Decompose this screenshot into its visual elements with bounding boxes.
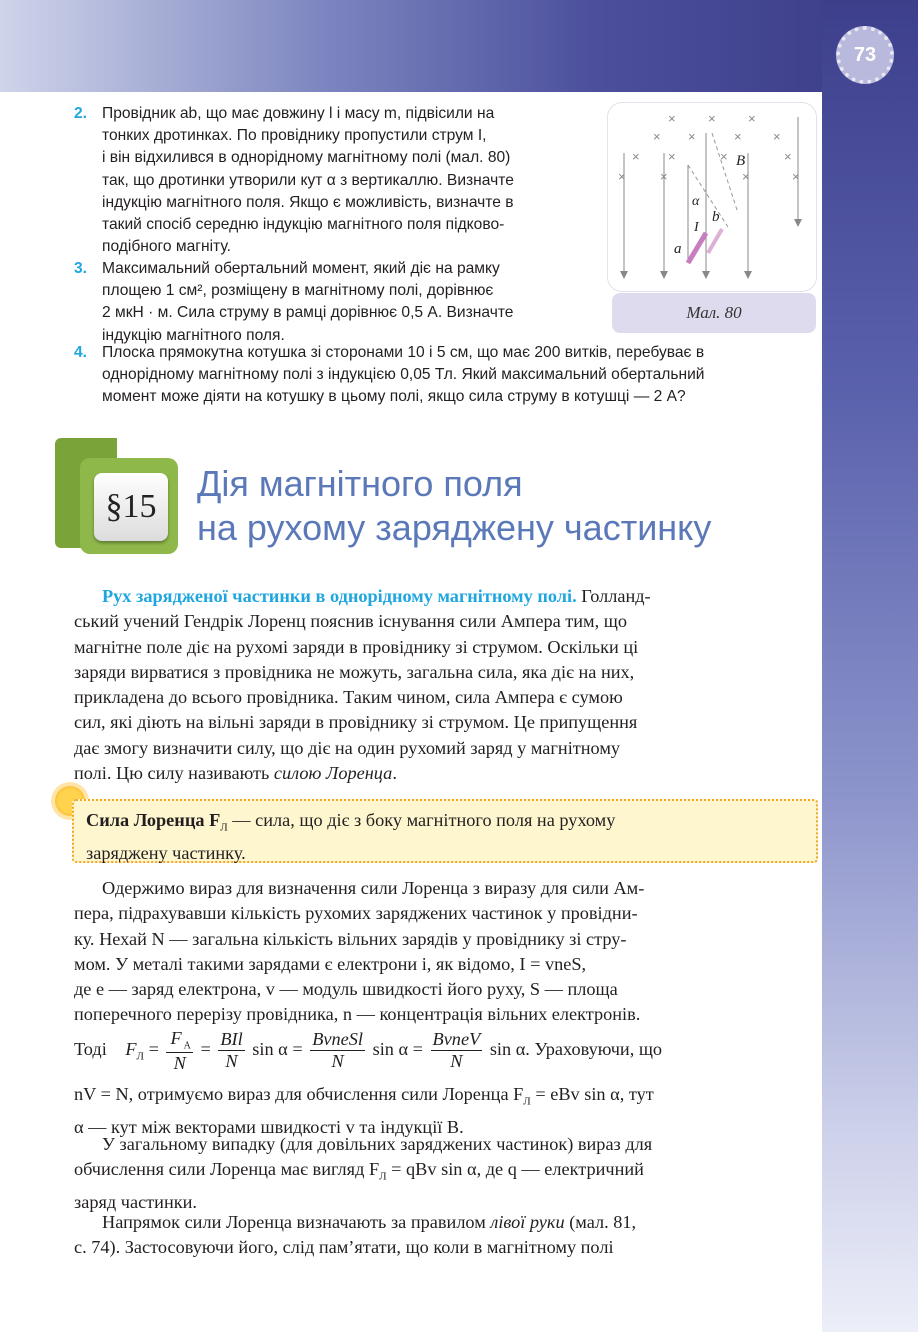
subscript: Л [220, 821, 228, 834]
section-title [197, 462, 711, 550]
denominator: N [450, 1051, 463, 1072]
svg-text:×: × [734, 129, 742, 144]
section-title-line: на рухому заряджену частинку [197, 507, 712, 548]
text-line: заряд частинки. [74, 1192, 197, 1213]
fraction [166, 1028, 192, 1074]
italic-term: силою Лоренца [273, 763, 393, 784]
subscript: Л [523, 1095, 531, 1108]
paragraph-lead: Рух зарядженої частинки в однорідному магнітному полі. [102, 586, 577, 606]
italic-term: лівої руки [490, 1212, 565, 1232]
fraction [218, 1029, 244, 1072]
text-line: α — кут між векторами швидкості v та індукції B. [74, 1116, 464, 1137]
fraction [431, 1029, 483, 1072]
equals: = [148, 1039, 159, 1060]
task-line: і він відхилився в однорідному магнітному полі (мал. 80) [102, 149, 511, 167]
svg-text:×: × [688, 129, 696, 144]
paragraph-direction [74, 1210, 816, 1261]
svg-text:×: × [748, 111, 756, 126]
task-line: індукцію магнітного поля. [102, 326, 285, 344]
page-number: 73 [853, 43, 877, 66]
text-line: мом. У металі такими зарядами є електрони і, як відомо, I = vneS, [74, 953, 587, 974]
header-background [0, 0, 918, 92]
denominator: N [173, 1052, 186, 1073]
definition-text [86, 808, 808, 866]
task-number: 4. [74, 344, 88, 361]
formula-tail: . Ураховуючи, що [525, 1039, 663, 1060]
magnetic-field-diagram [608, 103, 816, 291]
text-line: — сила, що діє з боку магнітного поля на рухому [227, 810, 616, 830]
task-line: подібного магніту. [102, 238, 231, 256]
side-background [822, 0, 918, 1332]
task-line: Провідник ab, що має довжину l і масу m, підвісили на [102, 105, 495, 122]
task-line: індукцію магнітного поля. Якщо є можливість, визначте в [102, 193, 514, 211]
task-line: такий спосіб середню індукцію магнітного поля підково- [102, 216, 505, 234]
text-line: ку. Нехай N — загальна кількість вільних зарядів у провіднику зі стру- [74, 928, 627, 949]
task-number: 3. [74, 260, 88, 277]
svg-text:×: × [720, 149, 728, 164]
section-title-line: Дія магнітного поля [197, 463, 523, 504]
denominator: N [225, 1051, 238, 1072]
equals: = [200, 1039, 211, 1060]
text-line: обчислення сили Лоренца має вигляд F [74, 1159, 380, 1180]
text-line: поперечного перерізу провідника, n — концентрація вільних електронів. [74, 1004, 641, 1025]
task-line: однорідному магнітному полі з індукцією 0,05 Тл. Який максимальний обертальний [102, 366, 705, 384]
svg-text:×: × [742, 169, 750, 184]
equals: = [412, 1039, 423, 1060]
text-line: сил, які діють на вільні заряди в провіднику зі струмом. Це припущення [74, 712, 638, 733]
text-line: = qBv sin α, де q — електричний [386, 1159, 644, 1180]
punctuation: . [392, 763, 397, 784]
text-line: пера, підрахувавши кількість рухомих заряджених частинок у провідни- [74, 903, 638, 924]
text-line: = eBv sin α, тут [530, 1084, 654, 1104]
svg-text:×: × [792, 169, 800, 184]
svg-text:×: × [653, 129, 661, 144]
task-line: площею 1 см², розміщену в магнітному полі, дорівнює [102, 282, 494, 300]
text-line: магнітне поле діє на рухомі заряди в провіднику зі струмом. Оскільки ці [74, 636, 639, 657]
subscript: Л [136, 1050, 145, 1063]
paragraph-intro [74, 584, 816, 786]
task-line: момент може діяти на котушку в цьому полі, якщо сила струму в котушці — 2 А? [102, 388, 686, 406]
sine-term: sin α [252, 1039, 288, 1060]
figure-label-current: I [694, 220, 699, 235]
task-number: 2. [74, 105, 88, 122]
figure-caption: Мал. 80 [612, 293, 816, 333]
numerator: BvneV [432, 1029, 481, 1050]
page-number-badge [836, 26, 894, 84]
subscript: А [183, 1040, 191, 1052]
subscript: Л [379, 1170, 387, 1183]
task-line: так, що дротинки утворили кут α з вертикаллю. Визначте [102, 171, 514, 189]
task-text [102, 103, 592, 258]
text-line: заряди вирватися з провідника не можуть, загальна сила, яка діє на них, [74, 661, 635, 682]
formula-symbol: F [125, 1039, 137, 1060]
task-text [102, 258, 592, 347]
text-line: полі. Цю силу називають [74, 763, 274, 784]
fraction [310, 1029, 365, 1072]
text-line: с. 74). Застосовуючи його, слід пам’ятати, що коли в магнітному полі [74, 1237, 614, 1258]
paragraph-derivation [74, 876, 816, 1028]
equals: = [292, 1039, 303, 1060]
svg-text:×: × [632, 149, 640, 164]
text-line: Одержимо вираз для визначення сили Лоренца з виразу для сили Ам- [102, 878, 645, 898]
denominator: N [331, 1051, 344, 1072]
text-line: прикладена до всього провідника. Таким чином, сила Ампера є сумою [74, 687, 623, 708]
text-line: (мал. 81, [564, 1212, 637, 1232]
text-line: nV = N, отримуємо вираз для обчислення сили Лоренца F [74, 1084, 524, 1104]
numerator: BIl [220, 1029, 243, 1050]
figure-label-alpha: α [692, 194, 700, 209]
text-line: У загальному випадку (для довільних заряджених частинок) вираз для [102, 1134, 653, 1154]
text-line: Голланд- [576, 586, 651, 606]
section-number: §15 [94, 473, 168, 541]
svg-text:×: × [660, 169, 668, 184]
svg-text:×: × [784, 149, 792, 164]
definition-term: Сила Лоренца F [86, 810, 221, 830]
paragraph-general [74, 1132, 816, 1216]
text-line: дає змогу визначити силу, що діє на один рухомий заряд у магнітному [74, 737, 621, 758]
svg-text:×: × [708, 111, 716, 126]
svg-text:×: × [618, 169, 626, 184]
figure-80 [608, 103, 816, 291]
task-text [102, 342, 818, 409]
sine-term: sin α [489, 1039, 526, 1060]
sine-term: sin α [372, 1039, 409, 1060]
text-line: заряджену частинку. [86, 842, 246, 863]
task-line: Плоска прямокутна котушка зі сторонами 10 і 5 см, що має 200 витків, перебуває в [102, 344, 705, 361]
numerator: BvneSl [312, 1029, 363, 1050]
figure-label-a: a [674, 241, 682, 257]
text-line: де e — заряд електрона, v — модуль швидкості його руху, S — площа [74, 979, 618, 1000]
svg-text:×: × [668, 111, 676, 126]
task-line: Максимальний обертальний момент, який діє на рамку [102, 260, 500, 277]
task-line: 2 мкН · м. Сила струму в рамці дорівнює 0,5 А. Визначте [102, 304, 514, 322]
task-line: тонких дротинках. По провіднику пропустили струм I, [102, 127, 487, 145]
figure-label-b-vector: B [736, 153, 746, 169]
svg-text:×: × [773, 129, 781, 144]
formula-line [74, 1028, 816, 1084]
text-line: ський учений Гендрік Лоренц пояснив існування сили Ампера тим, що [74, 611, 627, 632]
numerator: F [170, 1028, 182, 1048]
figure-label-b: b [712, 209, 720, 225]
formula-lead: Тоді [74, 1039, 107, 1060]
svg-text:×: × [668, 149, 676, 164]
text-line: Напрямок сили Лоренца визначають за правилом [102, 1212, 491, 1232]
